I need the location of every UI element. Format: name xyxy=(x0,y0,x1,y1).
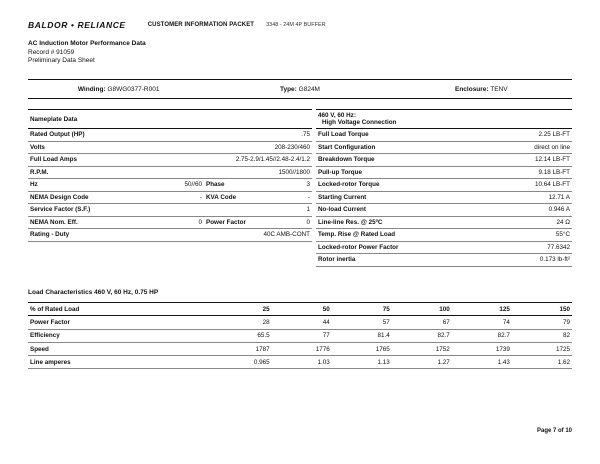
table-row xyxy=(28,316,572,329)
table-cell: 82 xyxy=(512,329,572,342)
table-row xyxy=(28,204,312,217)
brand-logo: BALDOR • RELIANCE xyxy=(28,20,126,30)
row-label: R.P.M. xyxy=(30,168,49,176)
type-cell xyxy=(209,86,390,93)
packet-title: CUSTOMER INFORMATION PACKET xyxy=(147,22,255,28)
type-value: G824M xyxy=(298,85,320,93)
table-cell: 67 xyxy=(392,316,452,329)
table-row xyxy=(28,167,312,180)
row-value: 2.75-2.9/1.45//2.48-2.4/1.2 xyxy=(235,156,310,164)
row-value: 10.64 LB-FT xyxy=(535,181,570,189)
row-label: Volts xyxy=(30,143,45,151)
record-number: Record # 91059 xyxy=(28,48,75,56)
hv-heading-line2: High Voltage Connection xyxy=(322,119,397,126)
row-label: Pull-up Torque xyxy=(318,168,362,176)
row-value-2: - xyxy=(307,193,310,201)
row-value: 2.25 LB-FT xyxy=(538,131,570,139)
enclosure-cell xyxy=(391,86,572,93)
row-label-2: Power Factor xyxy=(206,218,246,226)
page-header xyxy=(28,19,326,31)
row-label: Efficiency xyxy=(28,329,206,342)
document-heading: AC Induction Motor Performance Data xyxy=(28,40,146,47)
column-header: 100 xyxy=(392,303,452,316)
row-label: Service Factor (S.F.) xyxy=(30,206,91,214)
table-cell: 1725 xyxy=(512,342,572,355)
table-row xyxy=(316,179,572,192)
table-cell: 1.43 xyxy=(452,356,512,369)
table-cell: 77 xyxy=(272,329,332,342)
row-label: Line-line Res. @ 25ºC xyxy=(318,218,383,226)
table-row xyxy=(28,229,312,242)
row-value: 1 xyxy=(306,206,310,214)
row-value: 12.71 A xyxy=(548,193,570,201)
table-cell: 1787 xyxy=(206,342,272,355)
column-header: 25 xyxy=(206,303,272,316)
table-row xyxy=(28,129,312,142)
row-value: - xyxy=(199,193,202,201)
row-label: Start Configuration xyxy=(318,143,376,151)
table-row xyxy=(316,242,572,255)
table-cell: 44 xyxy=(272,316,332,329)
row-value: 1500//1800 xyxy=(278,168,310,176)
table-cell: 1.13 xyxy=(332,356,392,369)
table-row xyxy=(28,142,312,155)
nameplate-heading: Nameplate Data xyxy=(28,109,312,129)
table-cell: 1776 xyxy=(272,342,332,355)
row-value: 0.946 A xyxy=(548,206,570,214)
table-row xyxy=(316,154,572,167)
table-cell: 65.5 xyxy=(206,329,272,342)
packet-subtitle: 3348 - 24M 4P BUFFER xyxy=(266,22,326,28)
row-label: Full Load Amps xyxy=(30,156,77,164)
row-value: .75 xyxy=(301,131,310,139)
column-header: 150 xyxy=(512,303,572,316)
table-row xyxy=(316,204,572,217)
row-value: 40C AMB-CONT xyxy=(263,231,310,239)
table-cell: 1.03 xyxy=(272,356,332,369)
table-cell: 81.4 xyxy=(332,329,392,342)
enclosure-label: Enclosure: xyxy=(455,85,489,93)
row-label-2: KVA Code xyxy=(206,193,237,201)
row-value: 24 Ω xyxy=(556,218,570,226)
table-row xyxy=(316,167,572,180)
row-label: Speed xyxy=(28,342,206,355)
row-value: 12.14 LB-FT xyxy=(535,156,570,164)
row-label: Breakdown Torque xyxy=(318,156,375,164)
table-row xyxy=(316,229,572,242)
column-header: % of Rated Load xyxy=(28,303,206,316)
row-label: NEMA Design Code xyxy=(30,193,89,201)
page-number: Page 7 of 10 xyxy=(536,428,572,434)
row-label: Full Load Torque xyxy=(318,131,369,139)
table-row xyxy=(316,254,572,267)
column-header: 125 xyxy=(452,303,512,316)
row-label: NEMA Nom. Eff. xyxy=(30,218,78,226)
row-label: Line amperes xyxy=(28,356,206,369)
row-value: 0.173 lb-ft² xyxy=(539,256,570,264)
row-label: Power Factor xyxy=(28,316,206,329)
table-cell: 1.27 xyxy=(392,356,452,369)
row-label: Temp. Rise @ Rated Load xyxy=(318,231,396,239)
table-cell: 82.7 xyxy=(452,329,512,342)
table-row xyxy=(316,192,572,205)
table-row xyxy=(28,192,312,205)
enclosure-value: TENV xyxy=(490,85,508,93)
row-label: Locked-rotor Power Factor xyxy=(318,243,399,251)
load-characteristics-table xyxy=(28,302,572,369)
row-label: Rotor inertia xyxy=(318,256,356,264)
table-cell: 82.7 xyxy=(392,329,452,342)
row-label: Rating - Duty xyxy=(30,231,70,239)
winding-cell xyxy=(28,86,209,93)
table-row xyxy=(28,356,572,369)
table-row xyxy=(28,179,312,192)
sheet-type: Preliminary Data Sheet xyxy=(28,57,95,65)
winding-value: G8WG0377-R001 xyxy=(107,85,160,93)
table-row xyxy=(28,342,572,355)
table-row xyxy=(316,142,572,155)
row-label: Rated Output (HP) xyxy=(30,131,85,139)
hv-heading xyxy=(316,109,572,129)
table-cell: 79 xyxy=(512,316,572,329)
row-value-2: 0 xyxy=(306,218,310,226)
row-value: 208-230/460 xyxy=(274,143,310,151)
type-label: Type: xyxy=(279,85,297,93)
table-cell: 74 xyxy=(452,316,512,329)
table-row xyxy=(316,217,572,230)
column-header: 50 xyxy=(272,303,332,316)
row-label: No-load Current xyxy=(318,206,366,214)
table-row xyxy=(316,129,572,142)
row-label: Starting Current xyxy=(318,193,367,201)
row-value: 50//60 xyxy=(184,181,202,189)
table-cell: 1.62 xyxy=(512,356,572,369)
row-label-2: Phase xyxy=(206,181,225,189)
table-header-row xyxy=(28,303,572,316)
table-cell: 1739 xyxy=(452,342,512,355)
row-value-2: 3 xyxy=(306,181,310,189)
load-characteristics-title: Load Characteristics 460 V, 60 Hz, 0.75 HP xyxy=(28,289,159,296)
table-cell: 57 xyxy=(332,316,392,329)
column-header: 75 xyxy=(332,303,392,316)
table-cell: 1752 xyxy=(392,342,452,355)
row-label: Hz xyxy=(30,181,38,189)
table-cell: 1765 xyxy=(332,342,392,355)
row-value: 9.18 LB-FT xyxy=(538,168,570,176)
winding-label: Winding: xyxy=(77,85,106,93)
motor-id-bar xyxy=(28,79,572,99)
table-cell: 0.965 xyxy=(206,356,272,369)
row-value: 0 xyxy=(198,218,202,226)
row-value: 55°C xyxy=(555,231,570,239)
nameplate-table xyxy=(28,109,312,242)
table-row xyxy=(28,329,572,342)
document-meta xyxy=(28,40,146,66)
row-value: 77.6342 xyxy=(547,243,570,251)
table-cell: 28 xyxy=(206,316,272,329)
high-voltage-table xyxy=(316,109,572,267)
table-row xyxy=(28,217,312,230)
table-row xyxy=(28,154,312,167)
hv-heading-line1: 460 V, 60 Hz: xyxy=(318,111,356,119)
row-value: direct on line xyxy=(534,143,570,151)
row-label: Locked-rotor Torque xyxy=(318,181,380,189)
